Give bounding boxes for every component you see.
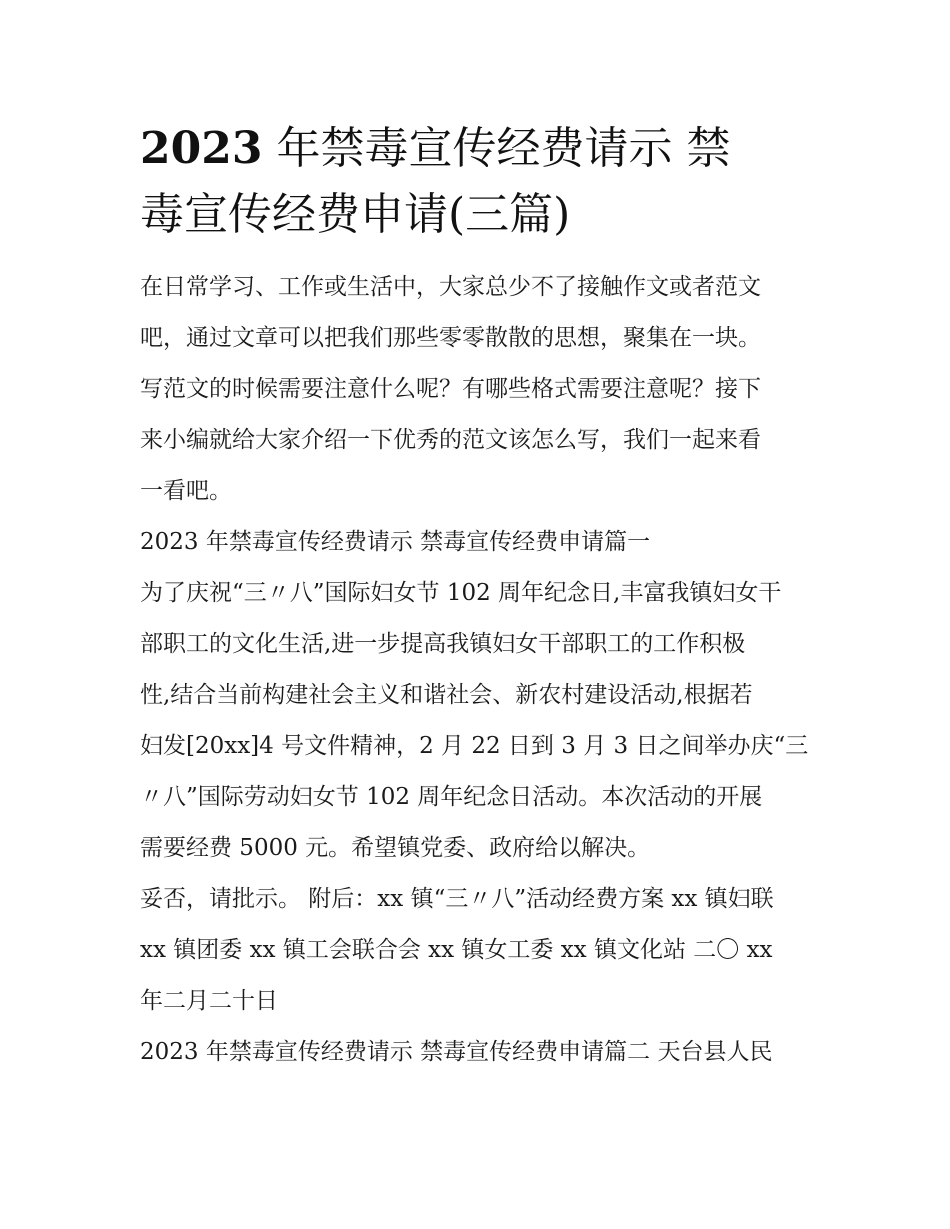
title-line-1-text: 年禁毒宣传经费请示 禁 — [262, 123, 731, 174]
intro-line: 写范文的时候需要注意什么呢？有哪些格式需要注意呢？接下 — [140, 376, 761, 402]
section-1-heading-text: 2023 年禁毒宣传经费请示 禁毒宣传经费申请篇一 — [140, 529, 651, 555]
document-content — [140, 116, 820, 1078]
intro-line: 在日常学习、工作或生活中，大家总少不了接触作文或者范文 — [140, 274, 761, 300]
title-line-2: 毒宣传经费申请(三篇) — [140, 189, 571, 240]
document-body — [140, 262, 820, 1078]
closing-line: xx 镇团委 xx 镇工会联合会 xx 镇女工委 xx 镇文化站 二〇 xx — [140, 937, 773, 963]
closing-line: 年二月二十日 — [140, 988, 278, 1014]
title-line-1 — [140, 116, 820, 182]
section-1-line: 为了庆祝“三〃八”国际妇女节 102 周年纪念日,丰富我镇妇女干 — [140, 580, 782, 606]
section-1-line: 需要经费 5000 元。希望镇党委、政府给以解决。 — [140, 835, 651, 861]
intro-line: 一看吧。 — [140, 478, 232, 504]
section-2-heading — [140, 1027, 820, 1078]
section-1-line: 部职工的文化生活,进一步提高我镇妇女干部职工的工作积极 — [140, 631, 746, 657]
closing-line: 妥否，请批示。 附后：xx 镇“三〃八”活动经费方案 xx 镇妇联 — [140, 886, 774, 912]
section-1-line: 〃八”国际劳动妇女节 102 周年纪念日活动。本次活动的开展 — [140, 784, 763, 810]
section-1-line: 妇发[20xx]4 号文件精神，2 月 22 日到 3 月 3 日之间举办庆“三 — [140, 733, 809, 759]
closing-paragraph — [140, 874, 820, 1027]
section-2-heading-text: 2023 年禁毒宣传经费请示 禁毒宣传经费申请篇二 天台县人民 — [140, 1039, 773, 1065]
title-year: 2023 — [140, 123, 263, 174]
section-1-paragraph — [140, 568, 820, 874]
section-1-line: 性,结合当前构建社会主义和谐社会、新农村建设活动,根据若 — [140, 682, 753, 708]
document-title — [140, 116, 820, 248]
intro-line: 来小编就给大家介绍一下优秀的范文该怎么写，我们一起来看 — [140, 427, 761, 453]
intro-line: 吧，通过文章可以把我们那些零零散散的思想，聚集在一块。 — [140, 325, 761, 351]
section-1-heading — [140, 517, 820, 568]
intro-paragraph — [140, 262, 820, 517]
